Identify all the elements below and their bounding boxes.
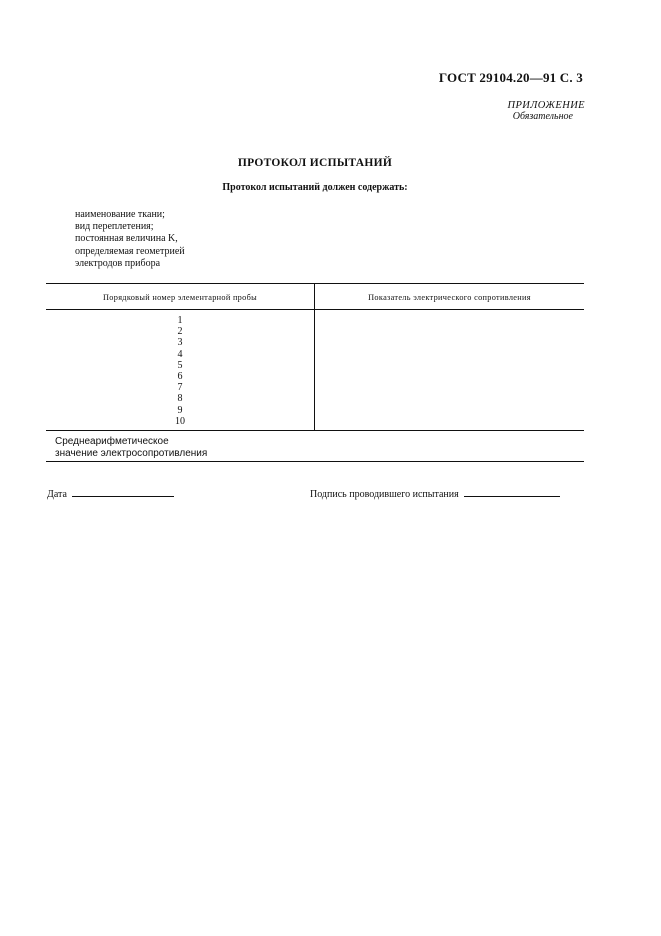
average-resistance-label <box>55 436 207 459</box>
appendix-label: ПРИЛОЖЕНИЕ <box>507 100 585 111</box>
requirement-item: определяемая геометрией <box>75 245 185 257</box>
table-row: 9 <box>177 404 183 416</box>
table-top-rule <box>46 283 584 284</box>
table-row: 10 <box>175 415 185 427</box>
table-row: 8 <box>177 393 183 405</box>
table-bottom-rule <box>46 461 584 462</box>
requirements-list <box>75 209 185 270</box>
signature-line[interactable] <box>464 487 560 497</box>
table-row: 5 <box>177 359 183 371</box>
table-row: 7 <box>177 382 183 394</box>
table-row: 1 <box>177 315 183 326</box>
requirement-item: электродов прибора <box>75 257 161 269</box>
requirement-item: вид переплетения; <box>75 221 154 233</box>
signature-field <box>310 487 560 500</box>
average-label-line: Среднеарифметическое <box>55 436 169 447</box>
table-header-resistance: Показатель электрического сопротивления <box>368 293 531 302</box>
table-row: 3 <box>177 337 183 349</box>
signature-label: Подпись проводившего испытания <box>310 489 459 500</box>
table-header-sample-number: Порядковый номер элементарной пробы <box>103 293 257 302</box>
requirement-item: постоянная величина K, <box>75 233 178 245</box>
table-row: 2 <box>177 326 183 338</box>
table-column-divider <box>314 283 315 431</box>
table-row: 6 <box>177 371 183 383</box>
document-subtitle: Протокол испытаний должен содержать: <box>222 182 408 193</box>
date-line[interactable] <box>72 487 174 497</box>
document-title: ПРОТОКОЛ ИСПЫТАНИЙ <box>237 157 393 169</box>
table-header-rule <box>46 309 584 310</box>
date-field <box>47 487 174 500</box>
requirement-item: наименование ткани; <box>75 209 165 220</box>
average-label-line: значение электросопротивления <box>55 447 208 459</box>
date-label: Дата <box>47 489 67 500</box>
table-row: 4 <box>177 348 183 360</box>
sample-number-list <box>46 315 314 427</box>
appendix-status: Обязательное <box>512 111 573 122</box>
standard-code: ГОСТ 29104.20—91 С. 3 <box>438 70 583 85</box>
table-summary-rule <box>46 430 584 431</box>
